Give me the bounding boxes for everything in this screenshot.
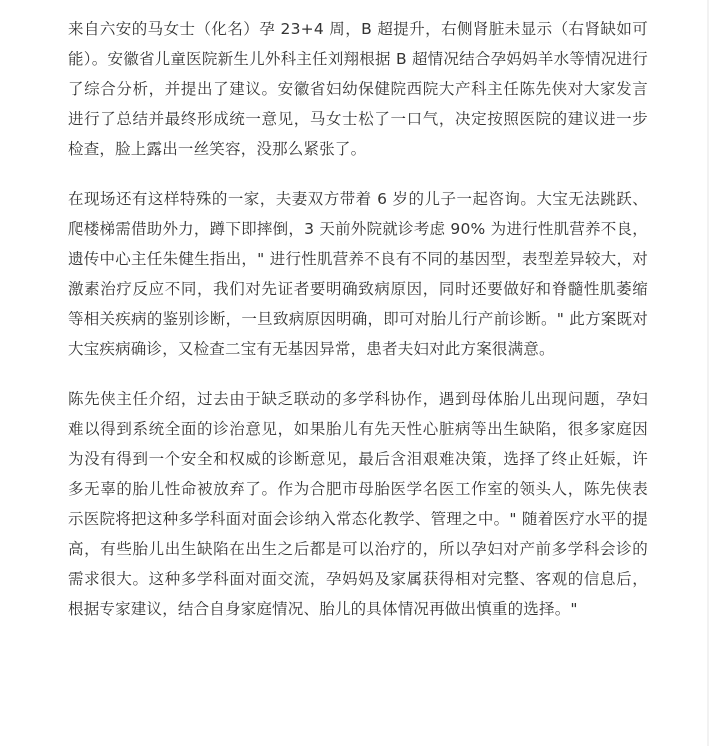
paragraph-1: 来自六安的马女士（化名）孕 23+4 周，B 超提升，右侧肾脏未显示（右肾缺如可能）。安徽省儿童医院新生儿外科主任刘翔根据 B 超情况结合孕妈妈羊水等情况进行了综合分析，并提出了建议。安徽省妇幼保健院西院大产科主任陈先侠对大家发言进行了总结并最终形成统一意见，马女士松了一口气，决定按照医院的建议进一步检查，脸上露出一丝笑容，没那么紧张了。 xyxy=(68,20,648,158)
paragraph-2: 在现场还有这样特殊的一家，夫妻双方带着 6 岁的儿子一起咨询。大宝无法跳跃、爬楼梯需借助外力，蹲下即摔倒，3 天前外院就诊考虑 90% 为进行性肌营养不良，遗传中心主任朱健生指出，" 进行性肌营养不良有不同的基因型，表型差异较大，对激素治疗反应不同，我们对先证者要明确致病原因，同时还要做好和脊髓性肌萎缩等相关疾病的鉴别诊断，一旦致病原因明确，即可对胎儿行产前诊断。" 此方案既对大宝疾病确诊，又检查二宝有无基因异常，患者夫妇对此方案很满意。 xyxy=(68,190,648,358)
article-body xyxy=(68,14,648,644)
paragraph-3: 陈先侠主任介绍，过去由于缺乏联动的多学科协作，遇到母体胎儿出现问题，孕妇难以得到系统全面的诊治意见，如果胎儿有先天性心脏病等出生缺陷，很多家庭因为没有得到一个安全和权威的诊断意见，最后含泪艰难决策，选择了终止妊娠，许多无辜的胎儿性命被放弃了。作为合肥市母胎医学名医工作室的领头人，陈先侠表示医院将把这种多学科面对面会诊纳入常态化教学、管理之中。" 随着医疗水平的提高，有些胎儿出生缺陷在出生之后都是可以治疗的，所以孕妇对产前多学科会诊的需求很大。这种多学科面对面交流，孕妈妈及家属获得相对完整、客观的信息后，根据专家建议，结合自身家庭情况、胎儿的具体情况再做出慎重的选择。" xyxy=(68,390,648,618)
